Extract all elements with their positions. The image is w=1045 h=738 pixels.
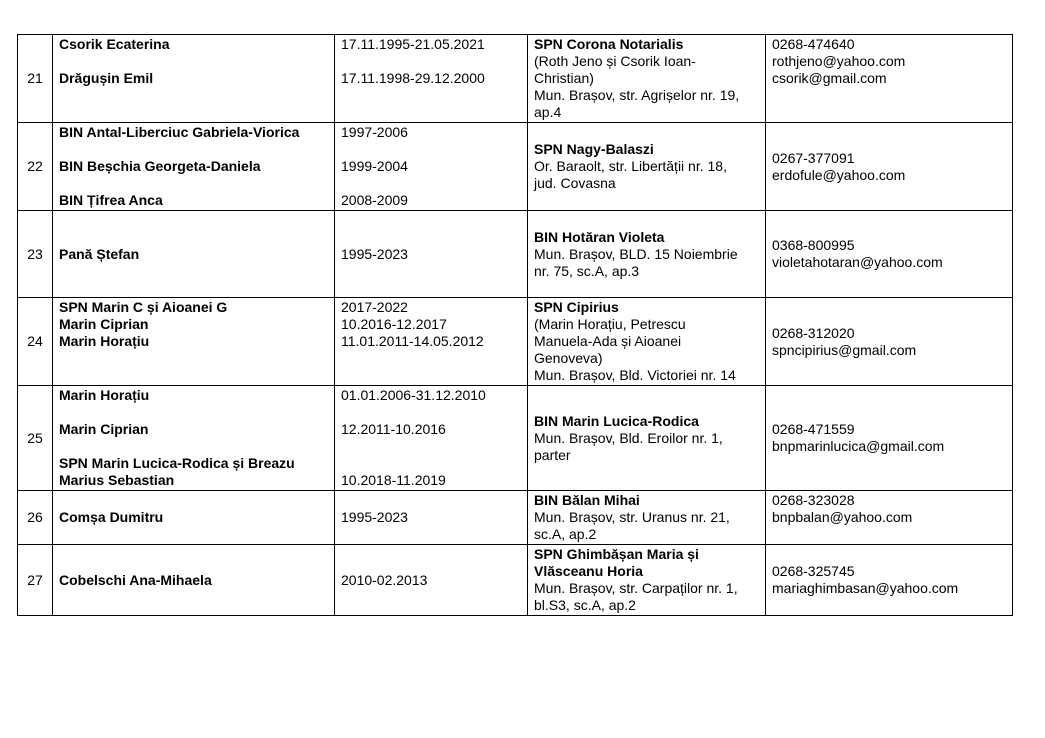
contact-cell bbox=[766, 211, 1013, 298]
office-detail: Or. Baraolt, str. Libertății nr. 18, bbox=[534, 158, 727, 174]
contact-cell bbox=[766, 35, 1013, 123]
periods-cell bbox=[335, 386, 528, 491]
row-number: 22 bbox=[18, 123, 53, 211]
period: 1995-2023 bbox=[335, 211, 528, 298]
contact-cell bbox=[766, 123, 1013, 211]
table-row bbox=[18, 386, 1013, 491]
office-detail: parter bbox=[534, 446, 571, 463]
office-detail: jud. Covasna bbox=[534, 175, 616, 191]
phone-number: 0268-325745 bbox=[772, 563, 855, 579]
contact-cell bbox=[766, 491, 1013, 545]
table-row bbox=[18, 123, 1013, 211]
phone-number: 0268-312020 bbox=[772, 324, 855, 341]
office-cell bbox=[528, 211, 766, 298]
period: 10.2016-12.2017 bbox=[341, 316, 447, 332]
period: 12.2011-10.2016 bbox=[341, 421, 446, 437]
period: 17.11.1995-21.05.2021 bbox=[341, 36, 485, 52]
office-detail: Mun. Brașov, str. Uranus nr. 21, bbox=[534, 509, 730, 525]
office-detail: Mun. Brașov, str. Carpaților nr. 1, bbox=[534, 580, 738, 596]
table-row bbox=[18, 491, 1013, 545]
person-name: Cobelschi Ana-Mihaela bbox=[53, 545, 335, 616]
person-name: Marius Sebastian bbox=[59, 472, 175, 488]
office-cell bbox=[528, 491, 766, 545]
person-name: BIN Antal-Liberciuc Gabriela-Viorica bbox=[59, 124, 300, 140]
persons-cell bbox=[53, 386, 335, 491]
periods-cell bbox=[335, 123, 528, 211]
email-address: mariaghimbasan@yahoo.com bbox=[772, 580, 959, 596]
contact-cell bbox=[766, 386, 1013, 491]
office-detail: (Roth Jeno și Csorik Ioan- bbox=[534, 53, 696, 69]
person-name: Marin Horațiu bbox=[59, 387, 150, 403]
row-number: 26 bbox=[18, 491, 53, 545]
person-name: BIN Beșchia Georgeta-Daniela bbox=[59, 158, 261, 174]
person-name: Marin Horațiu bbox=[59, 333, 150, 349]
row-number: 25 bbox=[18, 386, 53, 491]
persons-cell bbox=[53, 123, 335, 211]
periods-cell bbox=[335, 35, 528, 123]
person-name: Comșa Dumitru bbox=[53, 491, 335, 545]
notary-table bbox=[17, 34, 1013, 616]
phone-number: 0268-471559 bbox=[772, 421, 855, 437]
office-cell bbox=[528, 545, 766, 616]
phone-number: 0268-474640 bbox=[772, 36, 855, 52]
office-detail: Manuela-Ada și Aioanei bbox=[534, 333, 682, 349]
office-cell bbox=[528, 298, 766, 386]
person-name: Csorik Ecaterina bbox=[59, 36, 170, 52]
row-number: 27 bbox=[18, 545, 53, 616]
office-cell bbox=[528, 386, 766, 491]
period: 1997-2006 bbox=[341, 124, 408, 140]
office-name: SPN Cipirius bbox=[534, 299, 619, 315]
person-name: Pană Ștefan bbox=[53, 211, 335, 298]
person-name: SPN Marin C și Aioanei G bbox=[59, 299, 228, 315]
person-name: Marin Ciprian bbox=[59, 421, 149, 437]
period: 1995-2023 bbox=[335, 491, 528, 545]
period: 11.01.2011-14.05.2012 bbox=[341, 333, 484, 349]
office-cell bbox=[528, 123, 766, 211]
office-detail: Mun. Brașov, Bld. Victoriei nr. 14 bbox=[534, 367, 736, 383]
contact-cell bbox=[766, 298, 1013, 386]
phone-number: 0268-323028 bbox=[772, 492, 855, 508]
row-number: 24 bbox=[18, 298, 53, 386]
office-name: BIN Marin Lucica-Rodica bbox=[534, 412, 699, 429]
email-address: bnpbalan@yahoo.com bbox=[772, 509, 913, 525]
office-detail: sc.A, ap.2 bbox=[534, 526, 597, 542]
person-name: SPN Marin Lucica-Rodica și Breazu bbox=[59, 455, 295, 471]
row-number: 23 bbox=[18, 211, 53, 298]
phone-number: 0267-377091 bbox=[772, 149, 855, 166]
period: 1999-2004 bbox=[341, 158, 408, 174]
persons-cell bbox=[53, 35, 335, 123]
table-row bbox=[18, 545, 1013, 616]
office-detail: Mun. Brașov, str. Agrișelor nr. 19, bbox=[534, 87, 740, 103]
table-row bbox=[18, 298, 1013, 386]
table-row bbox=[18, 211, 1013, 298]
office-detail: Genoveva) bbox=[534, 350, 603, 366]
email-address: csorik@gmail.com bbox=[772, 70, 887, 86]
office-cell bbox=[528, 35, 766, 123]
office-name: SPN Nagy-Balaszi bbox=[534, 141, 654, 157]
office-name: BIN Bălan Mihai bbox=[534, 492, 640, 508]
person-name: Drăgușin Emil bbox=[59, 70, 154, 86]
office-name: SPN Corona Notarialis bbox=[534, 36, 684, 52]
office-name: SPN Ghimbășan Maria și Vlăsceanu Horia bbox=[534, 546, 699, 579]
office-detail: Mun. Brașov, Bld. Eroilor nr. 1, bbox=[534, 429, 723, 446]
period: 2017-2022 bbox=[341, 299, 408, 315]
office-detail: nr. 75, sc.A, ap.3 bbox=[534, 262, 640, 279]
table-row bbox=[18, 35, 1013, 123]
period: 2010-02.2013 bbox=[335, 545, 528, 616]
person-name: BIN Țifrea Anca bbox=[59, 192, 163, 208]
persons-cell bbox=[53, 298, 335, 386]
office-detail: bl.S3, sc.A, ap.2 bbox=[534, 597, 636, 613]
email-address: rothjeno@yahoo.com bbox=[772, 53, 906, 69]
period: 01.01.2006-31.12.2010 bbox=[341, 387, 486, 403]
contact-cell bbox=[766, 545, 1013, 616]
office-detail: Christian) bbox=[534, 70, 594, 86]
row-number: 21 bbox=[18, 35, 53, 123]
office-detail: Mun. Brașov, BLD. 15 Noiembrie bbox=[534, 245, 738, 262]
email-address: bnpmarinlucica@gmail.com bbox=[772, 438, 945, 454]
email-address: erdofule@yahoo.com bbox=[772, 166, 906, 183]
office-detail: ap.4 bbox=[534, 104, 562, 120]
period: 2008-2009 bbox=[341, 192, 408, 208]
person-name: Marin Ciprian bbox=[59, 316, 149, 332]
office-name: BIN Hotăran Violeta bbox=[534, 228, 665, 245]
email-address: spncipirius@gmail.com bbox=[772, 341, 917, 358]
period: 17.11.1998-29.12.2000 bbox=[341, 70, 485, 86]
email-address: violetahotaran@yahoo.com bbox=[772, 254, 943, 270]
office-detail: (Marin Horațiu, Petrescu bbox=[534, 316, 686, 332]
period: 10.2018-11.2019 bbox=[341, 472, 446, 488]
phone-number: 0368-800995 bbox=[772, 237, 855, 253]
periods-cell bbox=[335, 298, 528, 386]
